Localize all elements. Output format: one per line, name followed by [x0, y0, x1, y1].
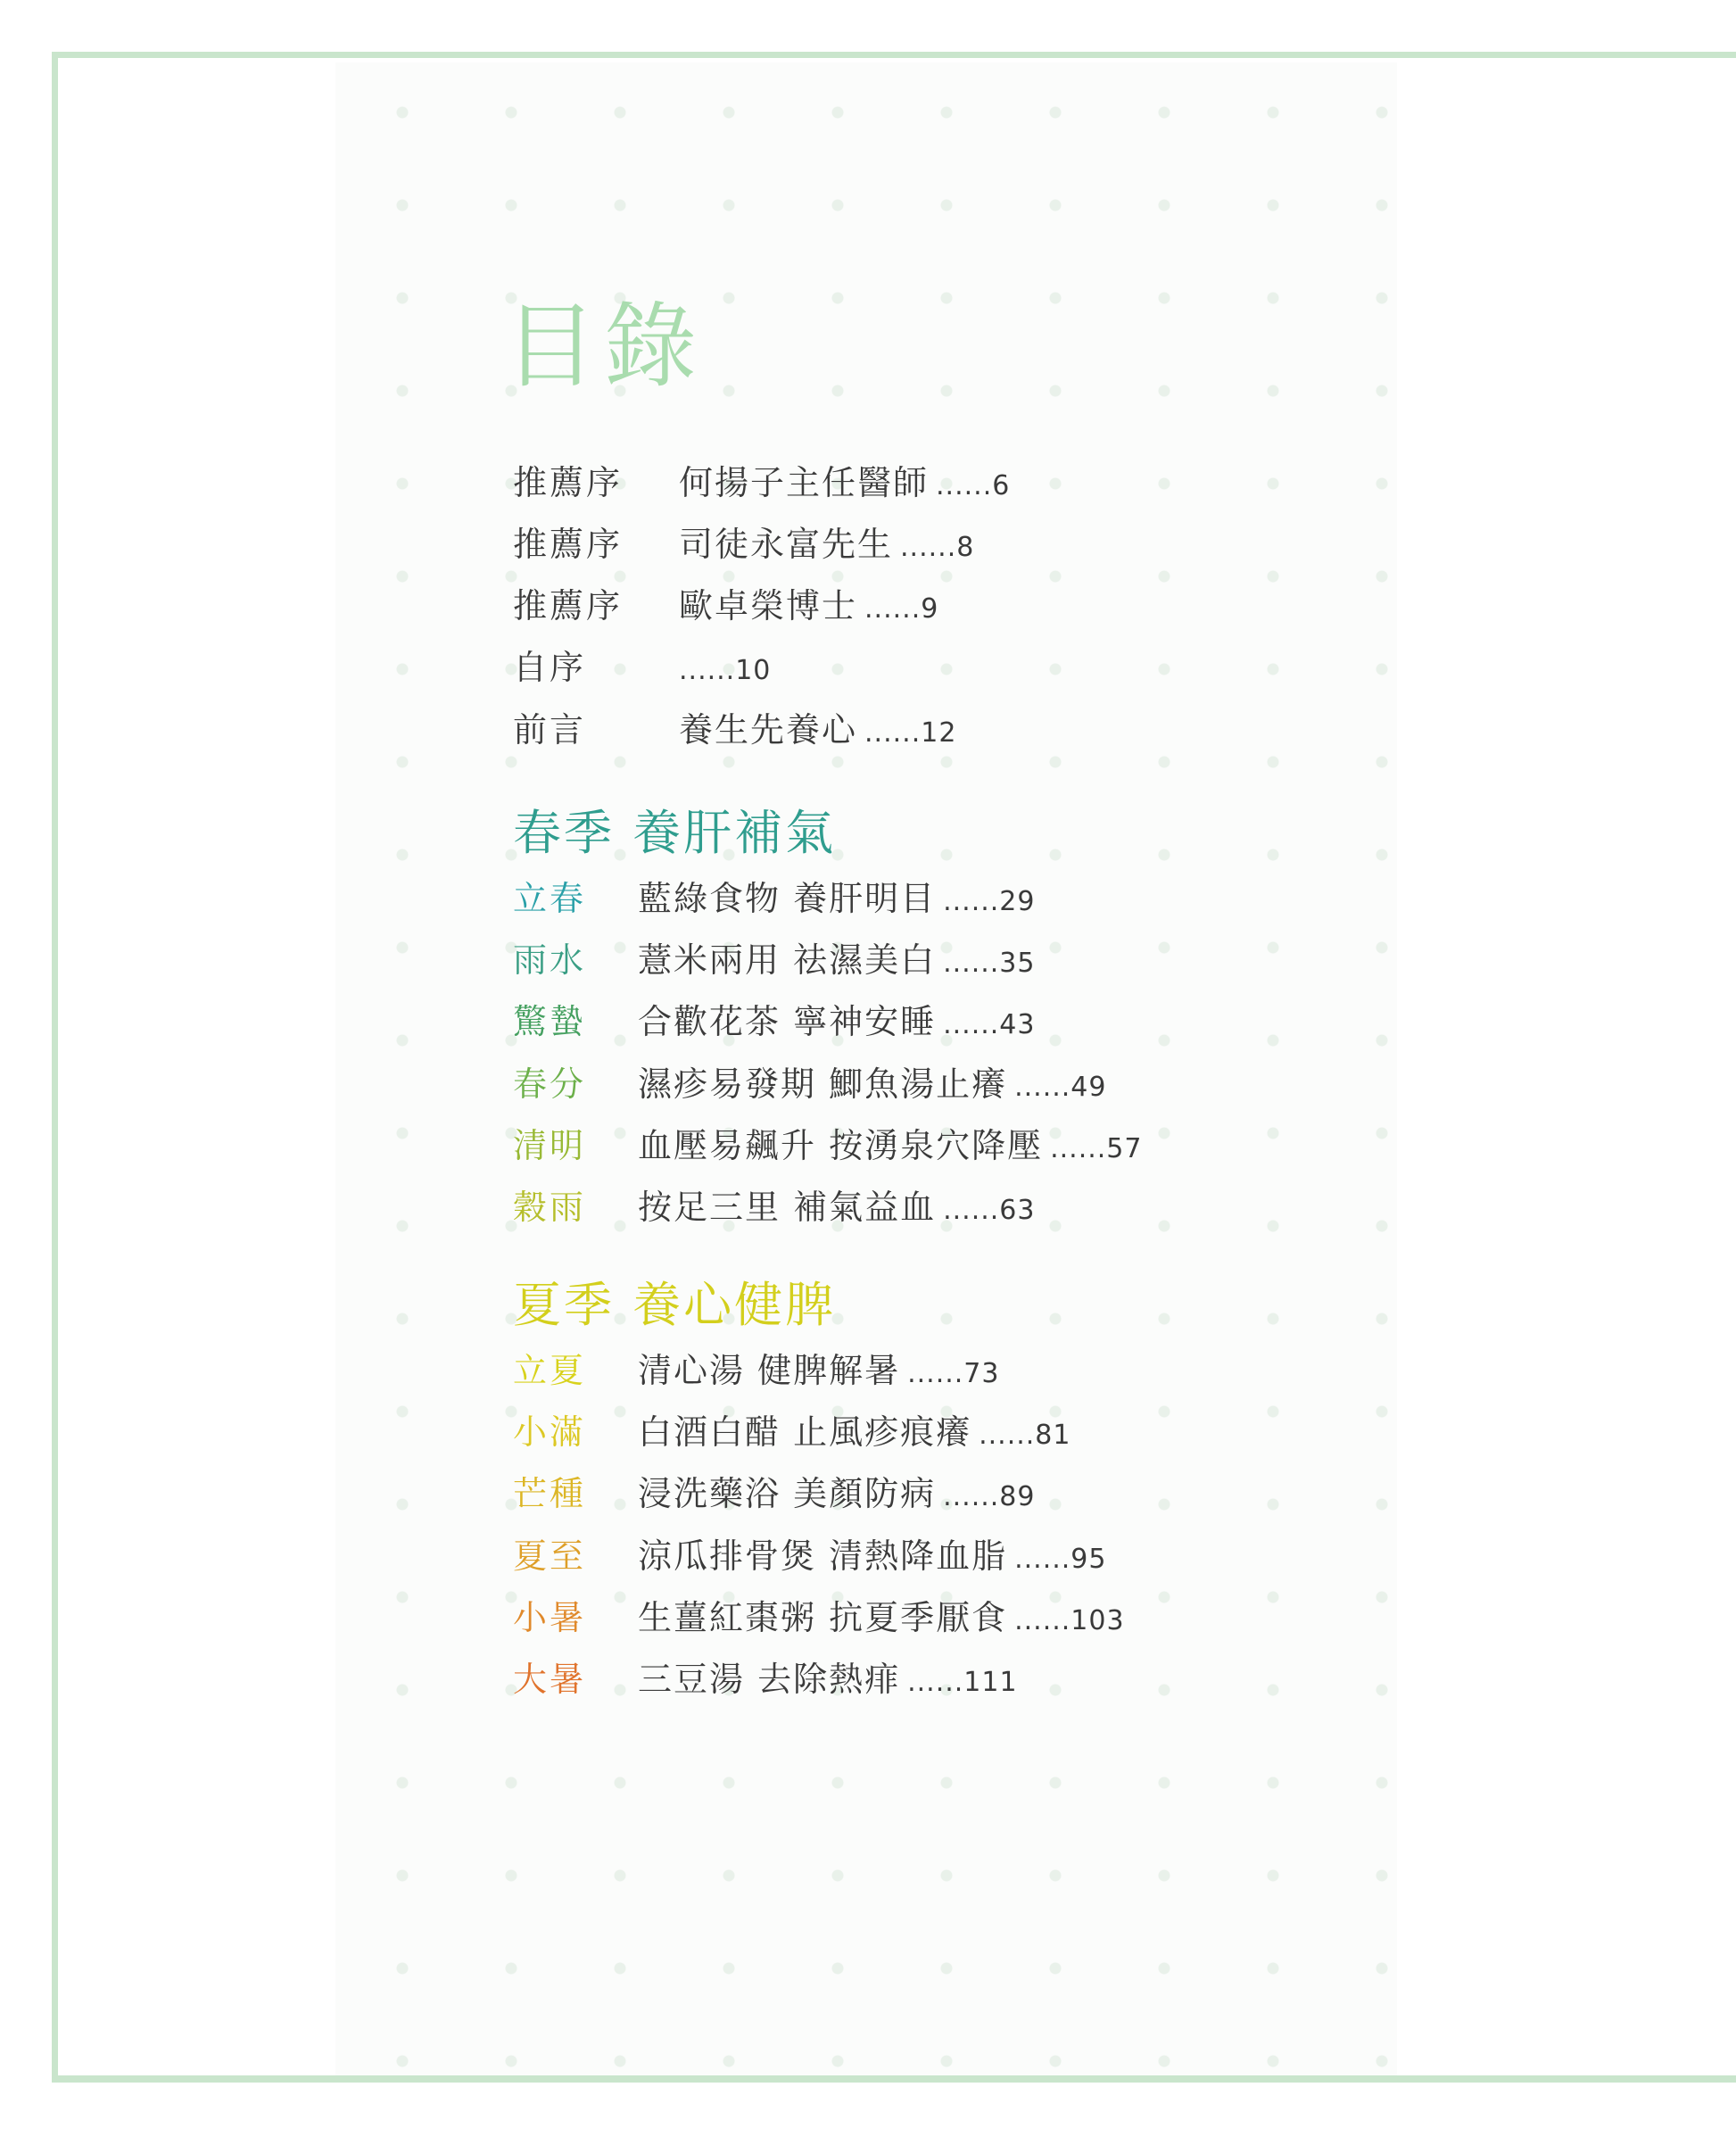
solar-term-label: 芒種	[513, 1474, 587, 1513]
page-number: ......95	[1014, 1544, 1107, 1575]
entry-title: 按足三里 補氣益血	[638, 1188, 937, 1227]
solar-term-label: 小暑	[513, 1598, 587, 1637]
entry-label: 推薦序	[513, 525, 624, 564]
entry-title: 濕疹易發期 鯽魚湯止癢	[638, 1064, 1008, 1104]
entry-title: 養生先養心	[679, 710, 858, 750]
page-number: ......9	[864, 593, 939, 625]
page-number: ......35	[943, 948, 1036, 979]
entry-label: 前言	[513, 710, 587, 750]
page-number: ......111	[907, 1667, 1018, 1698]
entry-title: 藍綠食物 養肝明目	[638, 879, 937, 918]
solar-term-label: 立夏	[513, 1351, 587, 1390]
section-heading-spring: 春季 養肝補氣	[513, 805, 837, 861]
entry-title: 生薑紅棗粥 抗夏季厭食	[638, 1598, 1008, 1637]
solar-term-label: 大暑	[513, 1660, 587, 1699]
toc-entry[interactable]	[513, 705, 957, 755]
entry-title: 血壓易飆升 按湧泉穴降壓	[638, 1126, 1044, 1165]
toc-entry[interactable]	[513, 997, 1036, 1047]
toc-entry[interactable]	[513, 519, 975, 569]
page-number: ......12	[864, 717, 957, 749]
section-heading-summer: 夏季 養心健脾	[513, 1277, 837, 1333]
entry-label: 推薦序	[513, 586, 624, 625]
toc-entry[interactable]	[513, 1654, 1018, 1704]
entry-title: 三豆湯 去除熱痱	[638, 1660, 901, 1699]
solar-term-label: 清明	[513, 1126, 587, 1165]
page-number: ......29	[943, 886, 1036, 917]
toc-entry[interactable]	[513, 874, 1036, 923]
page-number: ......81	[979, 1420, 1071, 1451]
page-title: 目錄	[504, 292, 705, 401]
entry-title: 白酒白醋 止風疹痕癢	[638, 1412, 972, 1452]
page-number: ......8	[900, 532, 975, 563]
solar-term-label: 小滿	[513, 1412, 587, 1452]
page-number: ......6	[936, 470, 1011, 501]
toc-entry[interactable]	[513, 1121, 1143, 1171]
page-number: ......63	[943, 1195, 1036, 1226]
entry-title: 司徒永富先生	[679, 525, 894, 564]
toc-entry[interactable]	[513, 935, 1036, 985]
solar-term-label: 穀雨	[513, 1188, 587, 1227]
page-number: ......103	[1014, 1605, 1125, 1636]
entry-title: 何揚子主任醫師	[679, 463, 930, 502]
solar-term-label: 驚蟄	[513, 1002, 587, 1041]
page-number: ......10	[679, 655, 772, 686]
toc-entry[interactable]	[513, 1346, 1000, 1395]
toc-entry[interactable]	[513, 1407, 1071, 1457]
toc-entry[interactable]	[513, 458, 1011, 508]
entry-title: 清心湯 健脾解暑	[638, 1351, 901, 1390]
toc-entry[interactable]	[513, 581, 939, 631]
page-number: ......73	[907, 1358, 1000, 1389]
solar-term-label: 春分	[513, 1064, 587, 1104]
solar-term-label: 雨水	[513, 940, 587, 980]
page-number: ......49	[1014, 1072, 1107, 1103]
solar-term-label: 夏至	[513, 1536, 587, 1576]
toc-entry[interactable]	[513, 1182, 1036, 1232]
page-number: ......57	[1050, 1133, 1143, 1164]
entry-title: 浸洗藥浴 美顏防病	[638, 1474, 937, 1513]
entry-title: 歐卓榮博士	[679, 586, 858, 625]
page-number: ......43	[943, 1009, 1036, 1040]
entry-title: 薏米兩用 祛濕美白	[638, 940, 937, 980]
toc-entry[interactable]	[513, 1593, 1125, 1643]
toc-entry[interactable]	[513, 1469, 1036, 1519]
entry-label: 推薦序	[513, 463, 624, 502]
page-number: ......89	[943, 1481, 1036, 1512]
entry-title: 合歡花茶 寧神安睡	[638, 1002, 937, 1041]
toc-entry[interactable]	[513, 1531, 1107, 1581]
solar-term-label: 立春	[513, 879, 587, 918]
entry-label: 自序	[513, 648, 587, 687]
entry-title: 涼瓜排骨煲 清熱降血脂	[638, 1536, 1008, 1576]
toc-entry[interactable]	[513, 642, 772, 692]
toc-entry[interactable]	[513, 1059, 1107, 1109]
